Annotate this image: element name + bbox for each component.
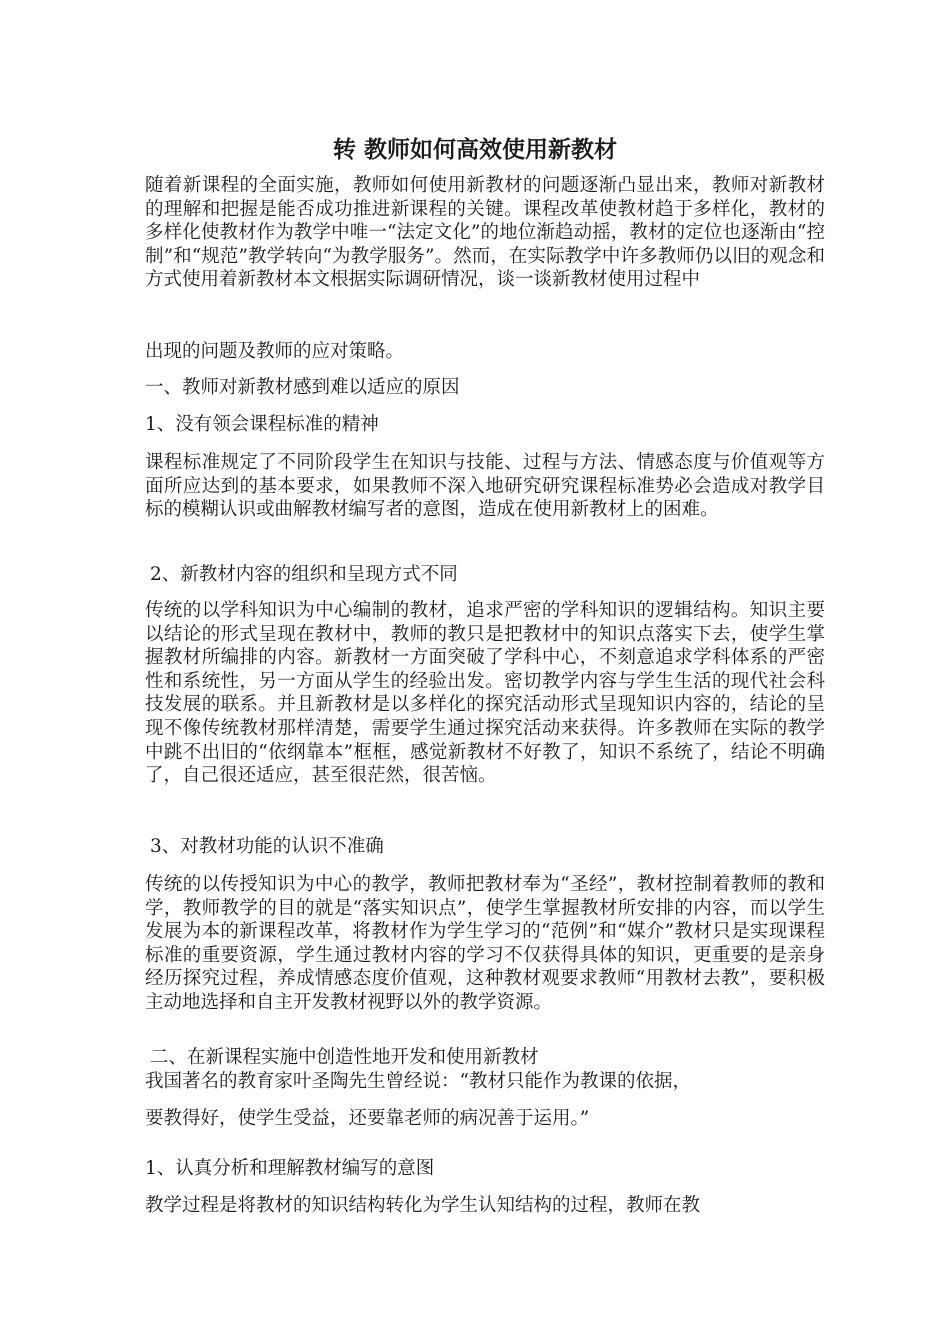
section-heading-1: 一、教师对新教材感到难以适应的原因: [145, 377, 460, 398]
intro-paragraph: 随着新课程的全面实施，教师如何使用新教材的问题逐渐凸显出来，教师对新教材的理解和把握是能否成功推进新课程的关键。课程改革使教材趋于多样化，教材的多样化使教材作为教学中唯一“法定文化”的地位渐趋动摇，教材的定位也逐渐由“控制”和“规范”教学转向“为教学服务”。然而，在实际教学中许多教师仍以旧的观念和方式使用着新教材本文根据实际调研情况，谈一谈新教材使用过程中: [145, 175, 825, 291]
intro-paragraph-tail: 出现的问题及教师的应对策略。: [145, 341, 405, 362]
quote-line-2: 要教得好，使学生受益，还要靠老师的病况善于运用。”: [145, 1108, 590, 1129]
subsection-heading-3: 3、对教材功能的认识不准确: [150, 836, 384, 857]
subsection-paragraph-3: 传统的以传授知识为中心的教学，教师把教材奉为“圣经”，教材控制着教师的教和学，教师教学的目的就是“落实知识点”，使学生掌握教材所安排的内容，而以学生发展为本的新课程改革，将教材作为学生学习的“范例”和“媒介”教材只是实现课程标准的重要资源，学生通过教材内容的学习不仅获得具体的知识，更重要的是亲身经历探究过程，养成情感态度价值观，这种教材观要求教师“用教材去教”，要积极主动地选择和自主开发教材视野以外的教学资源。: [145, 874, 825, 1013]
subsection-heading-1: 1、没有领会课程标准的精神: [145, 414, 379, 435]
subsection-paragraph-1: 课程标准规定了不同阶段学生在知识与技能、过程与方法、情感态度与价值观等方面所应达到的基本要求，如果教师不深入地研究研究课程标准势必会造成对教学目标的模糊认识或曲解教材编写者的意图，造成在使用新教材上的困难。: [145, 452, 825, 521]
subsection-paragraph-2: 传统的以学科知识为中心编制的教材，追求严密的学科知识的逻辑结构。知识主要以结论的形式呈现在教材中，教师的教只是把教材中的知识点落实下去，使学生掌握教材所编排的内容。新教材一方面突破了学科中心，不刻意追求学科体系的严密性和系统性，另一方面从学生的经验出发。密切教学内容与学生生活的现代社会科技发展的联系。并且新教材是以多样化的探究活动形式呈现知识内容的，结论的呈现不像传统教材那样清楚，需要学生通过探究活动来获得。许多教师在实际的教学中跳不出旧的“依纲靠本”框框，感觉新教材不好教了，知识不系统了，结论不明确了，自己很还适应，甚至很茫然，很苦恼。: [145, 600, 825, 787]
quote-line-1: 我国著名的教育家叶圣陶先生曾经说：“教材只能作为教课的依据，: [145, 1071, 691, 1092]
subsection-heading-4: 1、认真分析和理解教材编写的意图: [145, 1158, 435, 1179]
section-heading-2: 二、在新课程实施中创造性地开发和使用新教材: [150, 1047, 539, 1068]
subsection-heading-2: 2、新教材内容的组织和呈现方式不同: [150, 564, 458, 585]
subsection-paragraph-4: 教学过程是将教材的知识结构转化为学生认知结构的过程，教师在教: [145, 1195, 701, 1216]
document-title: 转 教师如何高效使用新教材: [332, 136, 617, 163]
